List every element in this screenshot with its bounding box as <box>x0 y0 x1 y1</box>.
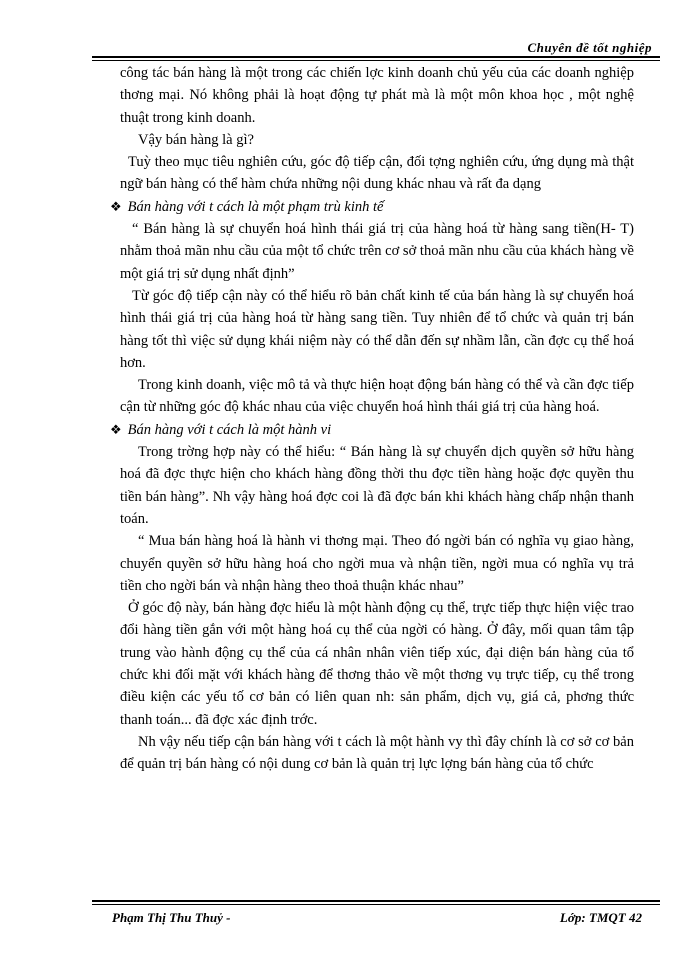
page-header <box>92 30 660 60</box>
paragraph: Ở góc độ này, bán hàng đợc hiểu là một hành động cụ thể, trực tiếp thực hiện việc trao đổi hàng tiền gắn với một hàng hoá cụ thể của ngời có hàng. Ở đây, mối quan tâm tập trung vào hành động cụ thể của cá nhân nhân viên tiếp xúc, đại diện bán hàng của tổ chức khi đối mặt với khách hàng để thơng thảo về một thơng vụ trực tiếp, cụ thể trong điều kiện các yếu tố cơ bản có liên quan nh: sản phẩm, dịch vụ, giá cả, phơng thức thanh toán... đã đợc xác định trớc. <box>120 600 634 728</box>
page-footer <box>92 900 660 930</box>
section-heading-text: Bán hàng với t cách là một phạm trù kinh tế <box>127 198 384 215</box>
paragraph: Vậy bán hàng là gì? <box>138 131 254 148</box>
footer-rule <box>92 900 660 902</box>
footer-rule-thin <box>92 904 660 905</box>
paragraph: Từ góc độ tiếp cận này có thể hiểu rõ bản chất kinh tế của bán hàng là sự chuyển hoá hình thái giá trị của hàng hoá từ hàng sang tiền. Tuy nhiên để tổ chức và quản trị bán hàng tốt thì việc sử dụng khái niệm này có thể dẫn đến sự nhầm lẫn, cần đợc cụ thể hoá hơn. <box>120 287 634 371</box>
document-body <box>110 62 634 776</box>
four-diamond-bullet-icon: ❖ <box>110 198 122 214</box>
section-heading <box>110 419 634 441</box>
paragraph: công tác bán hàng là một trong các chiến lợc kinh doanh chủ yếu của các doanh nghiệp thơng mại. Nó không phải là hoạt động tự phát mà là một môn khoa học , một nghệ thuật trong kinh doanh. <box>120 65 634 126</box>
section-heading <box>110 196 634 218</box>
paragraph: Tuỳ theo mục tiêu nghiên cứu, góc độ tiếp cận, đối tợng nghiên cứu, ứng dụng mà thật ngữ bán hàng có thể hàm chứa những nội dung khác nhau và rất đa dạng <box>120 154 634 193</box>
section-heading-text: Bán hàng với t cách là một hành vi <box>127 421 332 438</box>
paragraph: Nh vậy nếu tiếp cận bán hàng với t cách là một hành vy thì đây chính là cơ sở cơ bản để quản trị bán hàng có nội dung cơ bản là quản trị lực lợng bán hàng của tổ chức <box>120 733 634 773</box>
paragraph: “ Mua bán hàng hoá là hành vi thơng mại. Theo đó ngời bán có nghĩa vụ giao hàng, chuyển quyền sở hữu hàng hoá cho ngời mua và nhận tiền, ngời mua có nghĩa vụ trả tiền cho ngời bán và nhận hàng theo thoả thuận khác nhau” <box>120 533 634 594</box>
four-diamond-bullet-icon: ❖ <box>110 421 122 437</box>
paragraph: Trong kinh doanh, việc mô tả và thực hiện hoạt động bán hàng có thể và cần đợc tiếp cận từ những góc độ khác nhau của việc chuyển hoá hình thái giá trị của hàng hoá. <box>120 377 634 416</box>
header-rule-thin <box>92 60 660 61</box>
footer-author: Phạm Thị Thu Thuỷ - <box>112 910 231 925</box>
paragraph: Trong trờng hợp này có thể hiểu: “ Bán hàng là sự chuyển dịch quyền sở hữu hàng hoá đã đợc thực hiện cho khách hàng đồng thời thu đợc tiền hàng hoặc đợc quyền thu tiền bán hàng”. Nh vậy hàng hoá đợc coi là đã đợc bán khi khách hàng chấp nhận thanh toán. <box>120 444 634 527</box>
footer-class: Lớp: TMQT 42 <box>559 910 642 925</box>
paragraph: “ Bán hàng là sự chuyển hoá hình thái giá trị của hàng hoá từ hàng sang tiền(H- T) nhằm thoả mãn nhu cầu của một tổ chức trên cơ sở thoả mãn nhu cầu của khách hàng về một giá trị sử dụng nhất định” <box>120 221 634 282</box>
header-title: Chuyên đề tốt nghiệp <box>527 40 652 55</box>
header-rule <box>92 56 660 58</box>
